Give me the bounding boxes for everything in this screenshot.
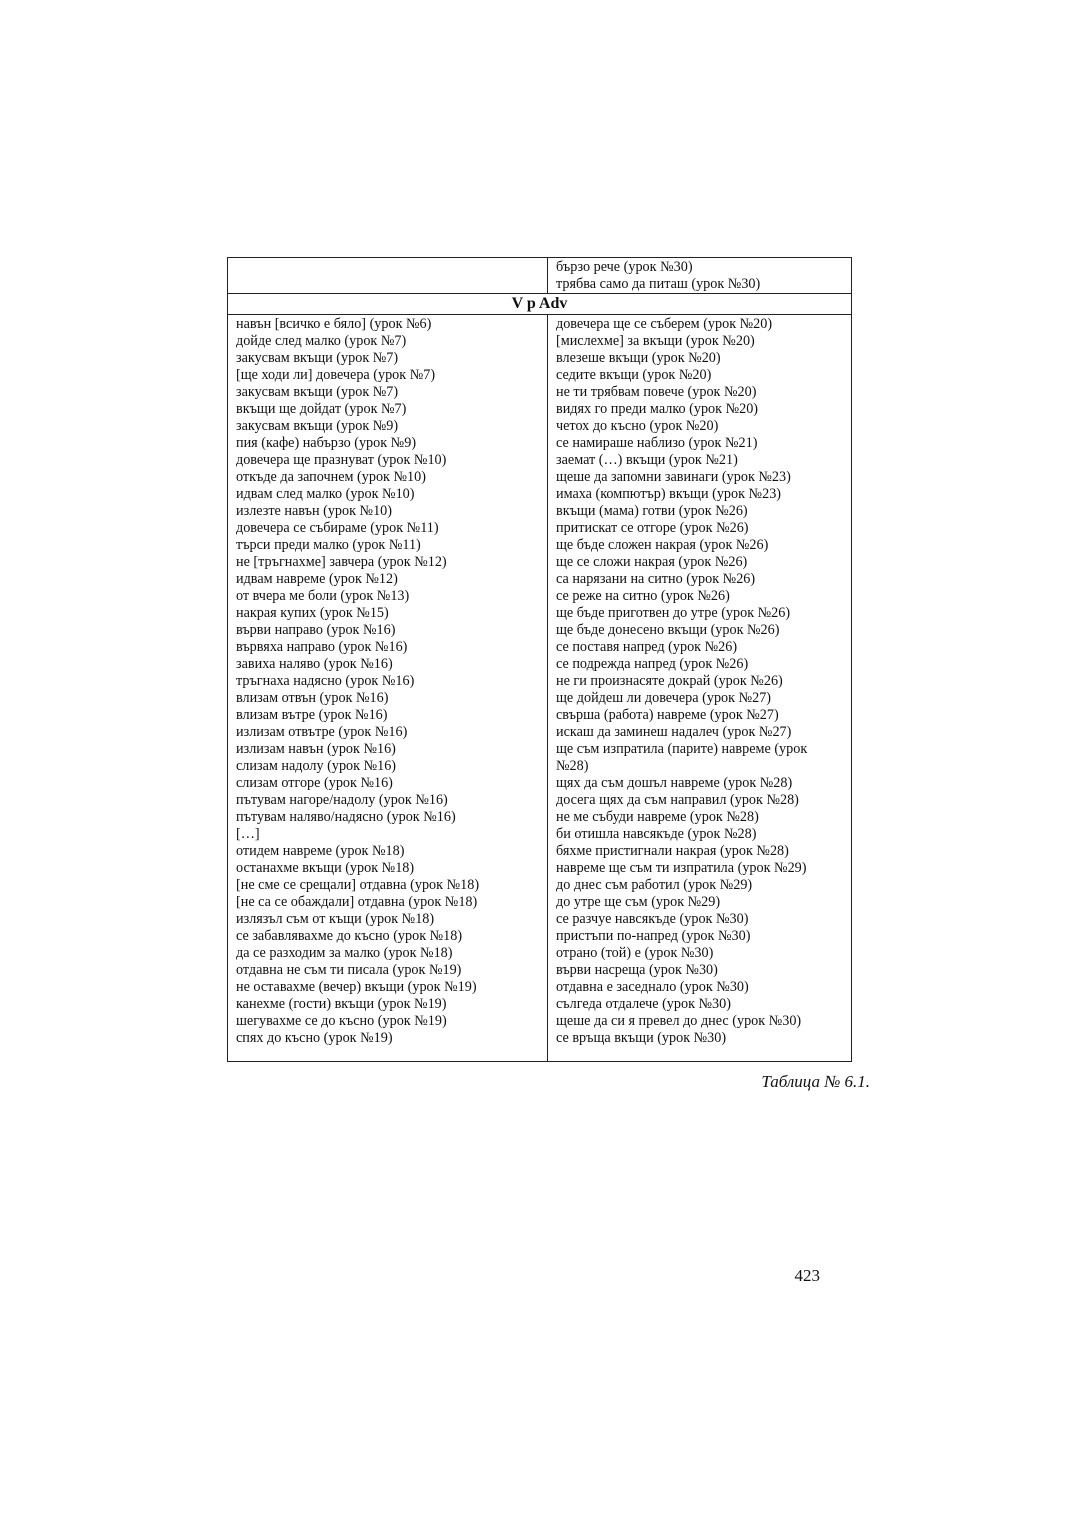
list-item: [мислехме] за вкъщи (урок №20) — [556, 333, 755, 349]
list-item: откъде да започнем (урок №10) — [236, 469, 426, 485]
list-item: излизам навън (урок №16) — [236, 741, 396, 757]
list-item: не [тръгнахме] завчера (урок №12) — [236, 554, 447, 570]
list-item: ще дойдеш ли довечера (урок №27) — [556, 690, 772, 706]
list-item: навреме ще съм ти изпратила (урок №29) — [556, 860, 807, 876]
list-item: седите вкъщи (урок №20) — [556, 367, 712, 383]
list-item: закусвам вкъщи (урок №7) — [236, 350, 399, 366]
list-item: бързо рече (урок №30) — [556, 259, 693, 275]
list-item: навън [всичко е бяло] (урок №6) — [236, 316, 432, 332]
list-item: се намираше наблизо (урок №21) — [556, 435, 758, 451]
list-item: ще съм изпратила (парите) навреме (урок №28) — [556, 741, 808, 774]
table-row-top — [228, 258, 852, 294]
list-item: от вчера ме боли (урок №13) — [236, 588, 410, 604]
list-item: видях го преди малко (урок №20) — [556, 401, 759, 417]
list-item: пристъпи по-напред (урок №30) — [556, 928, 751, 944]
list-item: сългеда отдалече (урок №30) — [556, 996, 731, 1012]
list-item: щеше да запомни завинаги (урок №23) — [556, 469, 791, 485]
list-item: търси преди малко (урок №11) — [236, 537, 421, 553]
list-item: отдавна не съм ти писала (урок №19) — [236, 962, 462, 978]
list-item: да се разходим за малко (урок №18) — [236, 945, 453, 961]
list-item: заемат (…) вкъщи (урок №21) — [556, 452, 738, 468]
list-item: излезте навън (урок №10) — [236, 503, 392, 519]
right-column-cell — [548, 315, 852, 1062]
list-item: се поставя напред (урок №26) — [556, 639, 738, 655]
list-item: закусвам вкъщи (урок №9) — [236, 418, 399, 434]
list-item: се реже на ситно (урок №26) — [556, 588, 730, 604]
list-item: довечера ще празнуват (урок №10) — [236, 452, 447, 468]
list-item: шегувахме се до късно (урок №19) — [236, 1013, 447, 1029]
list-item: ще бъде сложен накрая (урок №26) — [556, 537, 769, 553]
list-item: не ги произнасяте докрай (урок №26) — [556, 673, 783, 689]
list-item: останахме вкъщи (урок №18) — [236, 860, 415, 876]
left-column-list — [228, 315, 547, 1047]
list-item: бяхме пристигнали накрая (урок №28) — [556, 843, 789, 859]
page-number: 423 — [794, 1266, 820, 1285]
section-header: V p Adv — [228, 294, 852, 315]
list-item: до днес съм работил (урок №29) — [556, 877, 753, 893]
list-item: не ти трябвам повече (урок №20) — [556, 384, 757, 400]
list-item: отдавна е заседнало (урок №30) — [556, 979, 749, 995]
list-item: вкъщи ще дойдат (урок №7) — [236, 401, 407, 417]
list-item: излизам отвътре (урок №16) — [236, 724, 408, 740]
list-item: притискат се отгоре (урок №26) — [556, 520, 749, 536]
table-row-header — [228, 294, 852, 315]
list-item: тръгнаха надясно (урок №16) — [236, 673, 415, 689]
list-item: трябва само да питаш (урок №30) — [556, 276, 761, 292]
list-item: се разчуе навсякъде (урок №30) — [556, 911, 749, 927]
list-item: излязъл съм от къщи (урок №18) — [236, 911, 435, 927]
list-item: влизам вътре (урок №16) — [236, 707, 388, 723]
list-item: четох до късно (урок №20) — [556, 418, 719, 434]
list-item: ще бъде донесено вкъщи (урок №26) — [556, 622, 780, 638]
list-item: щях да съм дошъл навреме (урок №28) — [556, 775, 793, 791]
list-item: вървяха направо (урок №16) — [236, 639, 408, 655]
list-item: ще бъде приготвен до утре (урок №26) — [556, 605, 791, 621]
list-item: са нарязани на ситно (урок №26) — [556, 571, 756, 587]
list-item: влезеше вкъщи (урок №20) — [556, 350, 721, 366]
list-item: пия (кафе) набързо (урок №9) — [236, 435, 417, 451]
list-item: вкъщи (мама) готви (урок №26) — [556, 503, 748, 519]
list-item: [не сме се срещали] отдавна (урок №18) — [236, 877, 480, 893]
list-item: отидем навреме (урок №18) — [236, 843, 405, 859]
list-item: пътувам наляво/надясно (урок №16) — [236, 809, 456, 825]
list-item: завиха наляво (урок №16) — [236, 656, 393, 672]
list-item: дойде след малко (урок №7) — [236, 333, 407, 349]
list-item: идвам след малко (урок №10) — [236, 486, 415, 502]
list-item: накрая купих (урок №15) — [236, 605, 389, 621]
list-item: върви насреща (урок №30) — [556, 962, 718, 978]
list-item: върви направо (урок №16) — [236, 622, 396, 638]
list-item: имаха (компютър) вкъщи (урок №23) — [556, 486, 782, 502]
list-item: слизам отгоре (урок №16) — [236, 775, 393, 791]
list-item: не оставахме (вечер) вкъщи (урок №19) — [236, 979, 477, 995]
list-item: закусвам вкъщи (урок №7) — [236, 384, 399, 400]
right-column-list — [548, 315, 851, 1047]
list-item: свърша (работа) навреме (урок №27) — [556, 707, 779, 723]
list-item: би отишла навсякъде (урок №28) — [556, 826, 757, 842]
list-item: […] — [236, 826, 260, 842]
list-item: [ще ходи ли] довечера (урок №7) — [236, 367, 436, 383]
top-right-cell — [548, 258, 852, 294]
list-item: се забавлявахме до късно (урок №18) — [236, 928, 463, 944]
list-item: спях до късно (урок №19) — [236, 1030, 393, 1046]
list-item: идвам навреме (урок №12) — [236, 571, 398, 587]
list-item: до утре ще съм (урок №29) — [556, 894, 721, 910]
list-item: се подрежда напред (урок №26) — [556, 656, 749, 672]
list-item: не ме събуди навреме (урок №28) — [556, 809, 759, 825]
phrase-table — [227, 257, 852, 1062]
table-caption: Таблица № 6.1. — [761, 1072, 870, 1091]
list-item: досега щях да съм направил (урок №28) — [556, 792, 799, 808]
top-left-cell — [228, 258, 548, 294]
list-item: пътувам нагоре/надолу (урок №16) — [236, 792, 448, 808]
list-item: искаш да заминеш надалеч (урок №27) — [556, 724, 792, 740]
list-item: слизам надолу (урок №16) — [236, 758, 397, 774]
list-item: щеше да си я превел до днес (урок №30) — [556, 1013, 802, 1029]
list-item: влизам отвън (урок №16) — [236, 690, 389, 706]
list-item: канехме (гости) вкъщи (урок №19) — [236, 996, 447, 1012]
list-item: отрано (той) е (урок №30) — [556, 945, 714, 961]
list-item: [не са се обаждали] отдавна (урок №18) — [236, 894, 478, 910]
list-item: довечера ще се съберем (урок №20) — [556, 316, 773, 332]
left-column-cell — [228, 315, 548, 1062]
list-item: се връща вкъщи (урок №30) — [556, 1030, 727, 1046]
list-item: ще се сложи накрая (урок №26) — [556, 554, 748, 570]
table-row-body — [228, 315, 852, 1062]
list-item: довечера се събираме (урок №11) — [236, 520, 439, 536]
